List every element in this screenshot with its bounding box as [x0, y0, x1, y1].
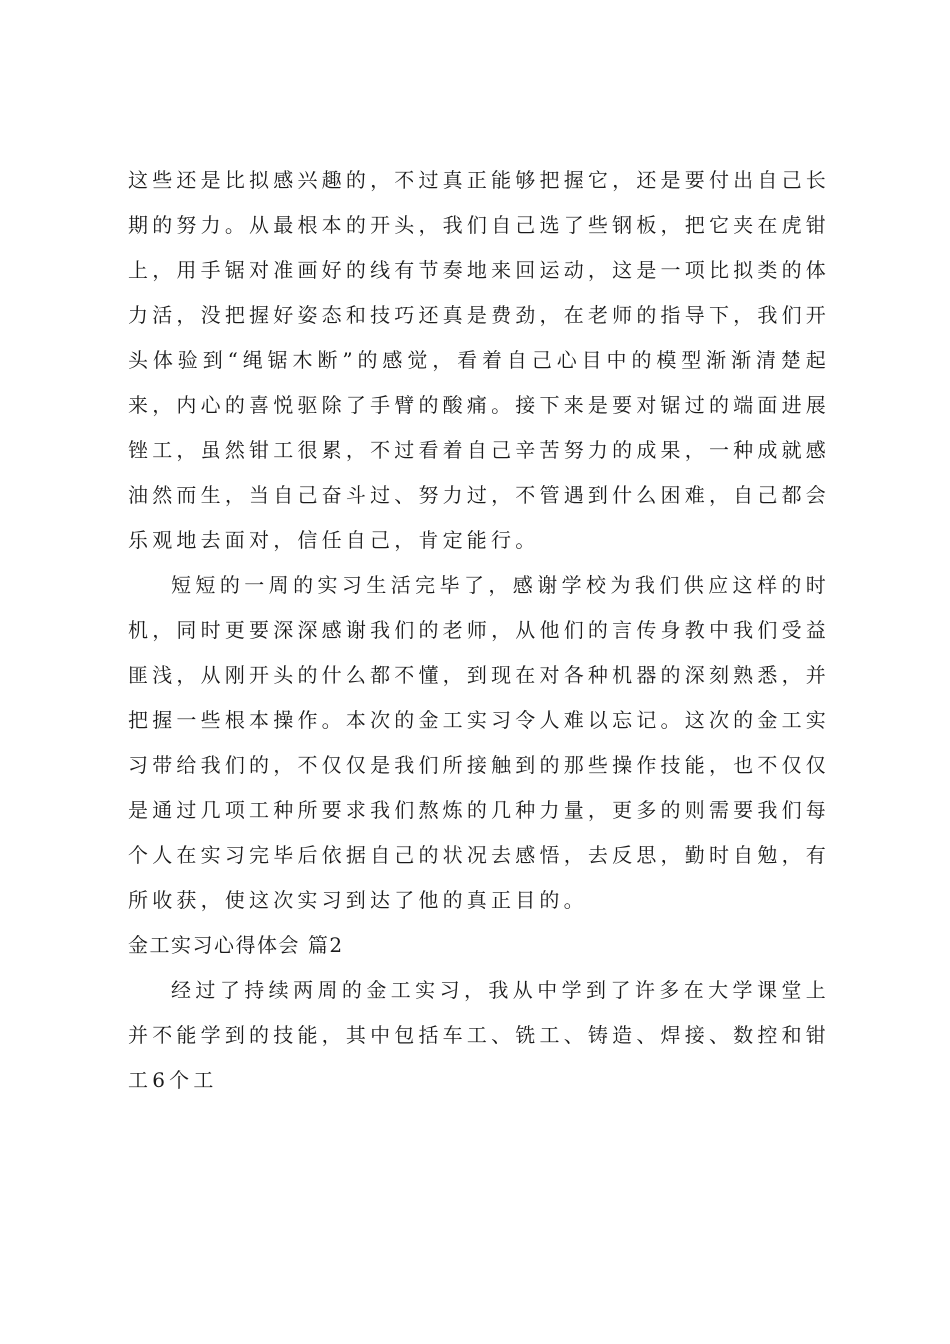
section-heading: 金工实习心得体会 篇2: [128, 933, 344, 957]
section-paragraph: 经过了持续两周的金工实习，我从中学到了许多在大学课堂上并不能学到的技能，其中包括车工、铣工、铸造、焊接、数控和钳工6个工: [128, 978, 830, 1092]
body-paragraph-1: 这些还是比拟感兴趣的，不过真正能够把握它，还是要付出自己长期的努力。从最根本的开头，我们自己选了些钢板，把它夹在虎钳上，用手锯对准画好的线有节奏地来回运动，这是一项比拟类的体力活，没把握好姿态和技巧还真是费劲，在老师的指导下，我们开头体验到“绳锯木断”的感觉，看着自己心目中的模型渐渐清楚起来，内心的喜悦驱除了手臂的酸痛。接下来是要对锯过的端面进展锉工，虽然钳工很累，不过看着自己辛苦努力的成果，一种成就感油然而生，当自己奋斗过、努力过，不管遇到什么困难，自己都会乐观地去面对，信任自己，肯定能行。: [128, 168, 830, 552]
body-paragraph-2: 短短的一周的实习生活完毕了，感谢学校为我们供应这样的时机，同时更要深深感谢我们的老师，从他们的言传身教中我们受益匪浅，从刚开头的什么都不懂，到现在对各种机器的深刻熟悉，并把握一些根本操作。本次的金工实习令人难以忘记。这次的金工实习带给我们的，不仅仅是我们所接触到的那些操作技能，也不仅仅是通过几项工种所要求我们熬炼的几种力量，更多的则需要我们每个人在实习完毕后依据自己的状况去感悟，去反思，勤时自勉，有所收获，使这次实习到达了他的真正目的。: [128, 573, 830, 912]
document-page: [128, 158, 830, 1103]
